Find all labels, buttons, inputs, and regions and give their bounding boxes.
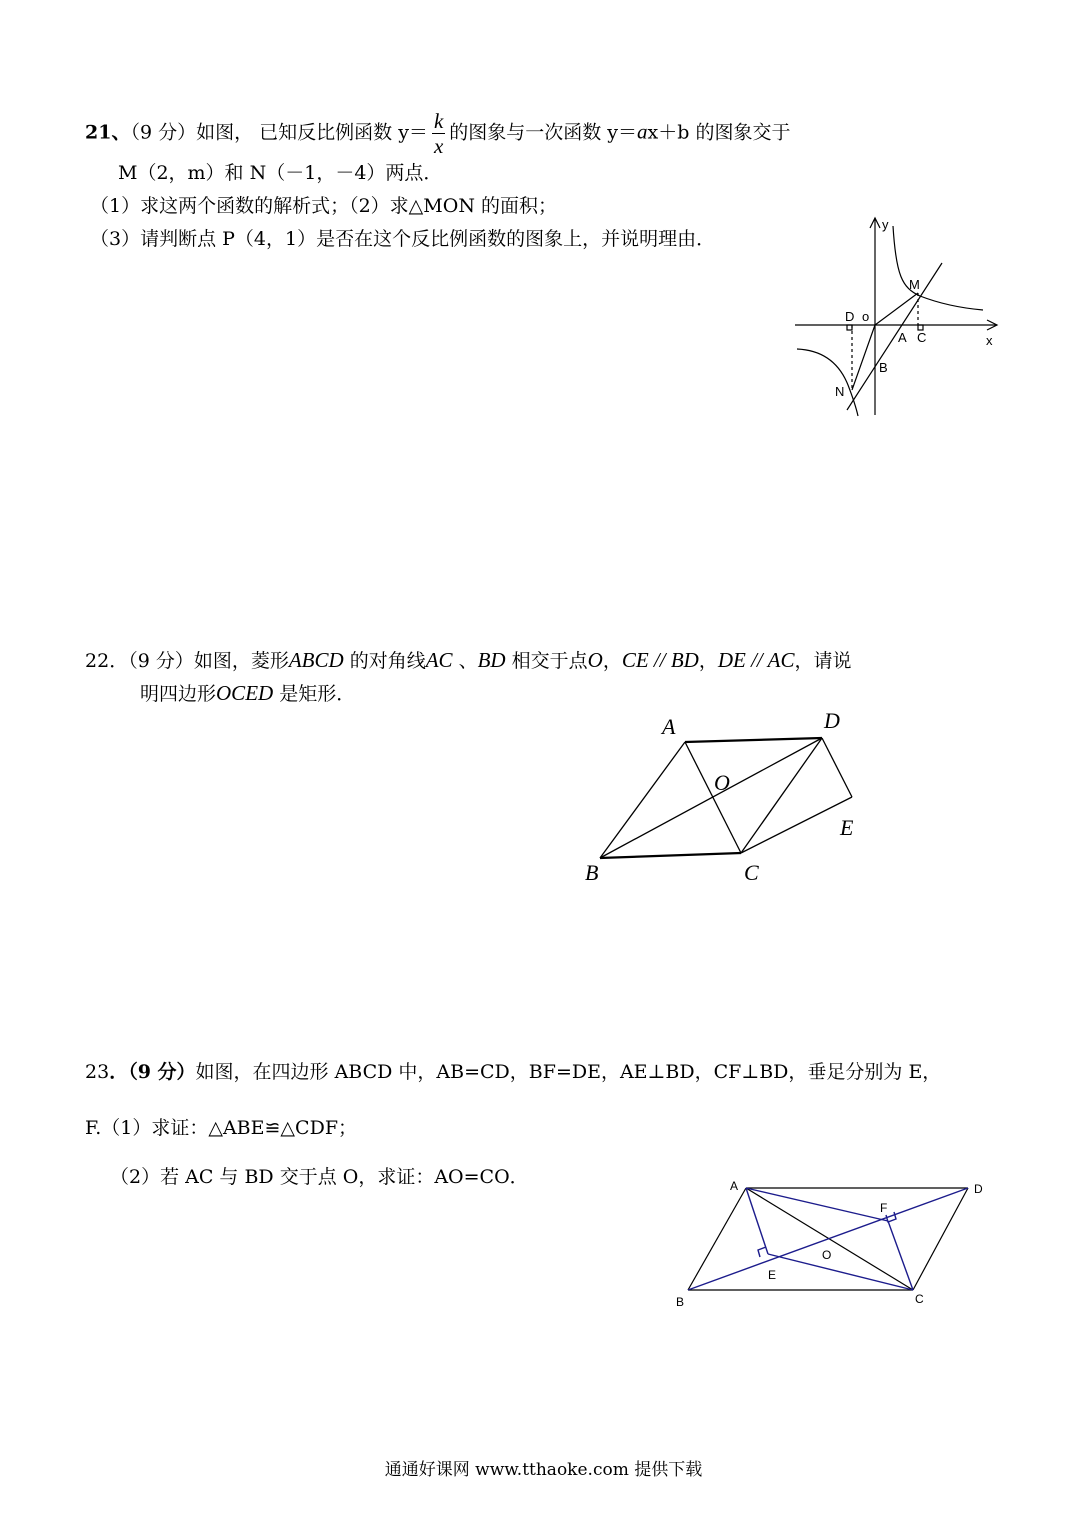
q21-number: 21: [85, 121, 112, 144]
label-c: C: [915, 1292, 924, 1306]
q22-text-5: ，: [698, 650, 718, 672]
q22-bd: BD: [477, 648, 506, 672]
segment-cf: [888, 1221, 913, 1290]
diagonal-bd: [688, 1188, 968, 1290]
q23-line3: （2）若 AC 与 BD 交于点 O，求证：AO=CO．: [110, 1166, 529, 1188]
side-ab: [688, 1188, 746, 1290]
segment-ce: [768, 1254, 913, 1290]
q21-line4: （3）请判断点 P（4，1）是否在这个反比例函数的图象上，并说明理由．: [90, 228, 716, 250]
label-c: C: [917, 330, 927, 345]
fraction-numerator: k: [433, 109, 444, 133]
label-x: x: [986, 333, 993, 348]
q22-ac: AC: [425, 648, 453, 672]
right-angle-mark-e: [758, 1247, 766, 1257]
q21-score: （9 分）如图，: [130, 121, 254, 144]
label-d: D: [845, 309, 855, 324]
label-a: A: [898, 330, 907, 345]
q23-number: 23: [85, 1061, 110, 1083]
q22-score: ．（9 分）如图，菱形: [109, 650, 289, 672]
q22-ce-bd: CE // BD: [621, 648, 699, 672]
label-b: B: [879, 360, 888, 375]
label-a: A: [662, 714, 676, 739]
label-o: o: [862, 309, 870, 324]
q22-abcd: ABCD: [288, 648, 344, 672]
q21-line3: （1）求这两个函数的解析式；（2）求△MON 的面积；: [90, 195, 557, 217]
label-y: y: [882, 217, 889, 232]
label-o: O: [714, 770, 730, 795]
q22-line2-b: 是矩形．: [273, 683, 356, 705]
q22-text-6: ，请说: [794, 650, 852, 672]
label-d: D: [974, 1182, 983, 1196]
label-e: E: [840, 815, 854, 840]
q23-score: ．（9 分）: [109, 1061, 196, 1083]
label-b: B: [676, 1295, 685, 1309]
q22-line2-a: 明四边形: [140, 683, 217, 705]
q22-text-2: 、: [452, 650, 478, 672]
segment-ae: [746, 1188, 768, 1254]
label-c: C: [744, 860, 759, 885]
q21-text-c: x＋b 的图象交于: [647, 121, 791, 144]
q22-text-3: 相交于点: [505, 650, 588, 672]
q22-o: O: [587, 648, 603, 672]
fraction-denominator: x: [433, 134, 444, 158]
q23-text: 如图，在四边形 ABCD 中，AB=CD，BF=DE，AE⊥BD，CF⊥BD，垂足分别为 E，: [195, 1061, 942, 1083]
q21-text-a: 已知反比例函数 y＝: [253, 121, 428, 144]
q22-text-1: 的对角线: [343, 650, 426, 672]
label-f: F: [880, 1201, 888, 1215]
q22-text-4: ，: [602, 650, 622, 672]
q22-number: 22: [85, 650, 110, 672]
label-e: E: [768, 1268, 777, 1282]
page-footer: 通通好课网 www.tthaoke.com 提供下载: [384, 1460, 703, 1480]
q22-oced: OCED: [216, 681, 274, 705]
label-b: B: [585, 860, 599, 885]
side-dc: [913, 1188, 968, 1290]
label-a: A: [730, 1179, 739, 1193]
label-n: N: [835, 384, 845, 399]
q21-line2: M（2，m）和 N（－1，－4）两点．: [118, 162, 443, 184]
label-d: D: [824, 708, 840, 733]
q21-text-b: 的图象与一次函数 y＝: [449, 121, 638, 144]
segment-af: [746, 1188, 888, 1221]
label-m: M: [909, 277, 920, 292]
label-o: O: [822, 1248, 832, 1262]
q22-de-ac: DE // AC: [717, 648, 795, 672]
q23-line2: F.（1）求证：△ABE≌△CDF；: [85, 1117, 358, 1139]
q21-a-variable: a: [637, 119, 648, 144]
q21-sep: 、: [111, 121, 131, 144]
